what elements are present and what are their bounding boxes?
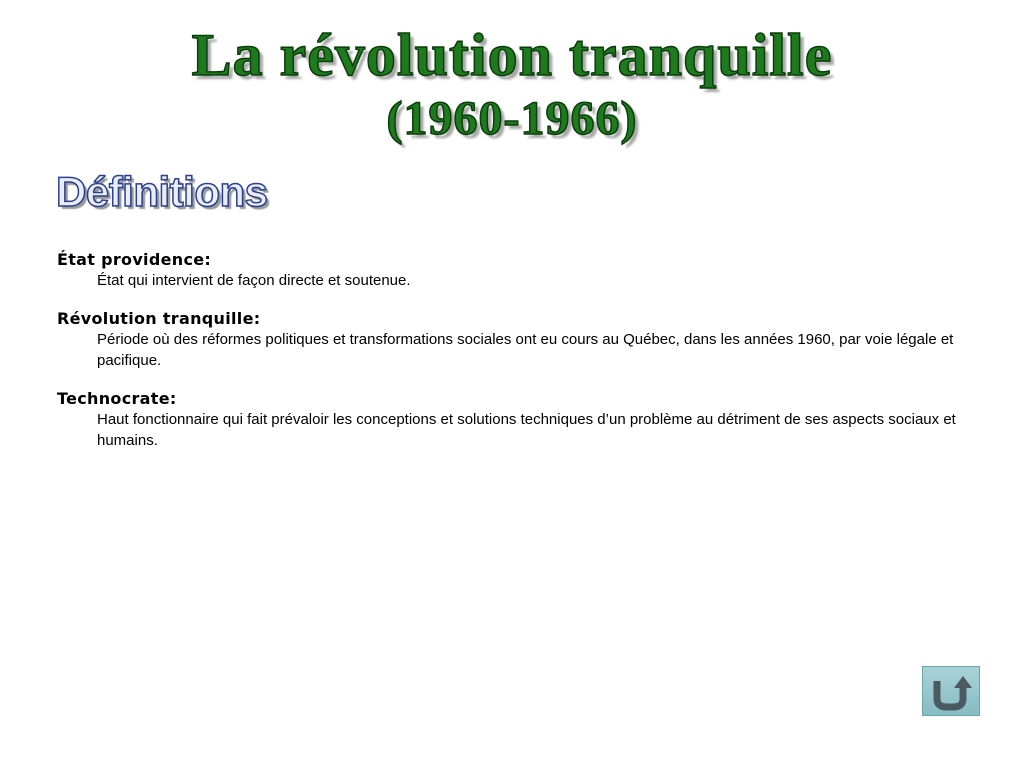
definition-item [57,389,1002,451]
return-arrow-icon [923,667,979,715]
definition-text: Haut fonctionnaire qui fait prévaloir les conceptions et solutions techniques d’un problème au détriment de ses aspects sociaux et humains. [97,411,956,449]
slide-title: La révolution tranquille [191,22,833,88]
definition-text: Période où des réformes politiques et transformations sociales ont eu cours au Québec, dans les années 1960, par voie légale et pacifique. [97,331,954,369]
definition-term: État providence: [57,250,212,269]
definition-term: Révolution tranquille: [57,309,261,328]
slide-subtitle: (1960-1966) [386,92,638,145]
definition-item [57,309,1002,371]
definition-text: État qui intervient de façon directe et soutenue. [97,272,411,289]
return-button[interactable] [922,666,980,716]
definition-item [57,250,1002,291]
definition-term: Technocrate: [57,389,177,408]
section-heading: Définitions [56,168,268,215]
definitions-list [57,250,1002,469]
